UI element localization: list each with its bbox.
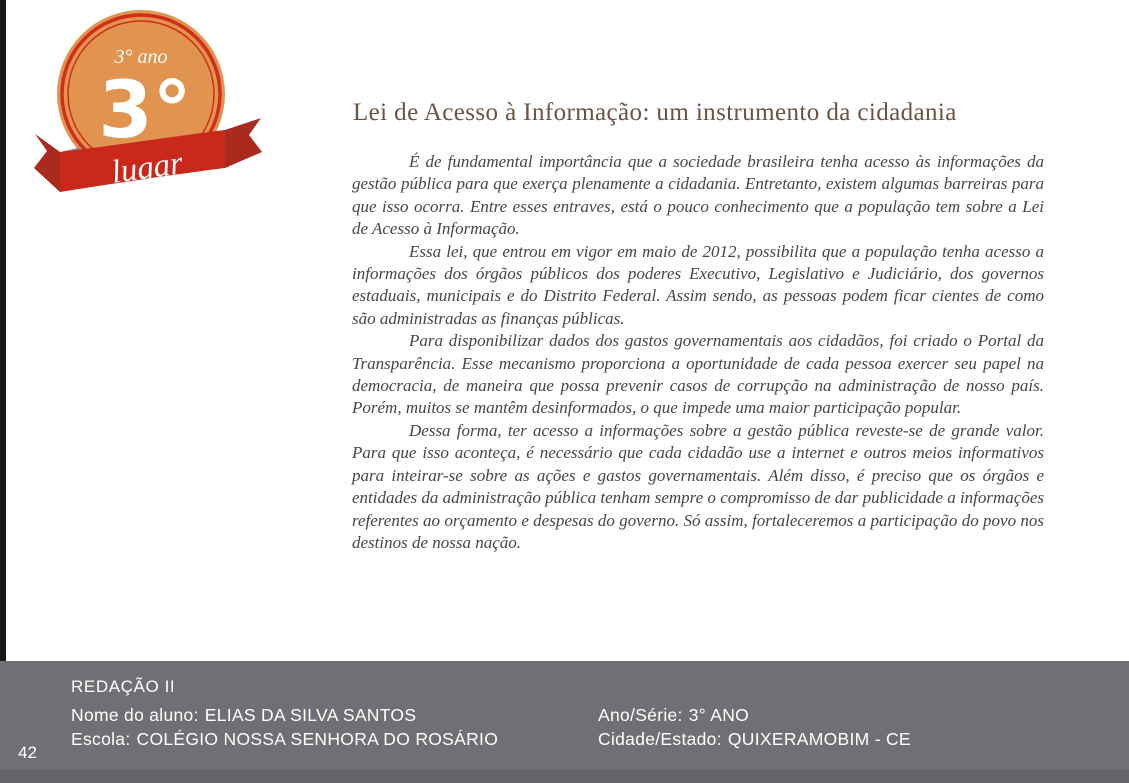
badge-place-number: 3°: [98, 66, 192, 156]
footer-section-title: REDAÇÃO II: [71, 677, 176, 696]
student-name-row: [71, 705, 416, 726]
page-spine-bar: [0, 0, 6, 661]
page-number: 42: [18, 743, 37, 762]
footer-bottom-strip: [0, 770, 1129, 783]
essay-paragraph: Dessa forma, ter acesso a informações sobre a gestão pública reveste-se de grande valor. Para que isso aconteça, é necessário que cada cidadão use a internet e outros meios informativos para inteirar-se sobre as ações e gastos governamentais. Além disso, é preciso que os órgãos e entidades da administração pública tenham sempre o compromisso de dar publicidade a informações referentes ao orçamento e despesas do governo. Só assim, fortaleceremos a participação do povo nos destinos de nossa nação.: [352, 420, 1044, 552]
student-name-label: Nome do aluno:: [71, 705, 199, 725]
city-state-label: Cidade/Estado:: [598, 729, 722, 749]
city-state-value: QUIXERAMOBIM - CE: [727, 729, 911, 749]
grade-row: [598, 705, 749, 726]
grade-label: Ano/Série:: [598, 705, 683, 725]
award-medal-icon: [30, 6, 265, 204]
badge-ribbon-label: lugar: [109, 145, 186, 191]
ribbon-left-tail: [34, 134, 60, 192]
footer-info-bar: [0, 661, 1129, 783]
essay-body: [352, 151, 1044, 554]
ribbon-right-tail: [225, 118, 262, 168]
essay-paragraph: Essa lei, que entrou em vigor em maio de 2012, possibilita que a população tenha acesso a informações dos órgãos públicos dos poderes Executivo, Legislativo e Judiciário, dos governos estaduais, municipais e do Distrito Federal. Assim sendo, as pessoas podem ficar cientes de como são administradas as finanças públicas.: [352, 241, 1044, 328]
school-row: [71, 729, 498, 750]
school-label: Escola:: [71, 729, 131, 749]
school-value: COLÉGIO NOSSA SENHORA DO ROSÁRIO: [136, 729, 499, 749]
city-state-row: [598, 729, 911, 750]
grade-value: 3° ANO: [688, 705, 750, 725]
essay-paragraph: É de fundamental importância que a sociedade brasileira tenha acesso às informações da gestão pública para que exerça plenamente a cidadania. Entretanto, existem algumas barreiras para que isso ocorra. Entre esses entraves, está o pouco conhecimento que a população tem sobre a Lei de Acesso à Informação.: [352, 152, 1044, 239]
badge-year-label: 3° ano: [114, 46, 168, 68]
essay-title: Lei de Acesso à Informação: um instrumento da cidadania: [353, 99, 957, 126]
essay-paragraph: Para disponibilizar dados dos gastos governamentais aos cidadãos, foi criado o Portal da Transparência. Esse mecanismo proporciona a oportunidade de cada pessoa exercer seu papel na democracia, de maneira que possa prevenir casos de corrupção na administração de nosso país. Porém, muitos se mantêm desinformados, o que impede uma maior participação popular.: [352, 331, 1044, 418]
third-place-award-badge: [30, 6, 265, 204]
student-name-value: ELIAS DA SILVA SANTOS: [204, 705, 417, 725]
